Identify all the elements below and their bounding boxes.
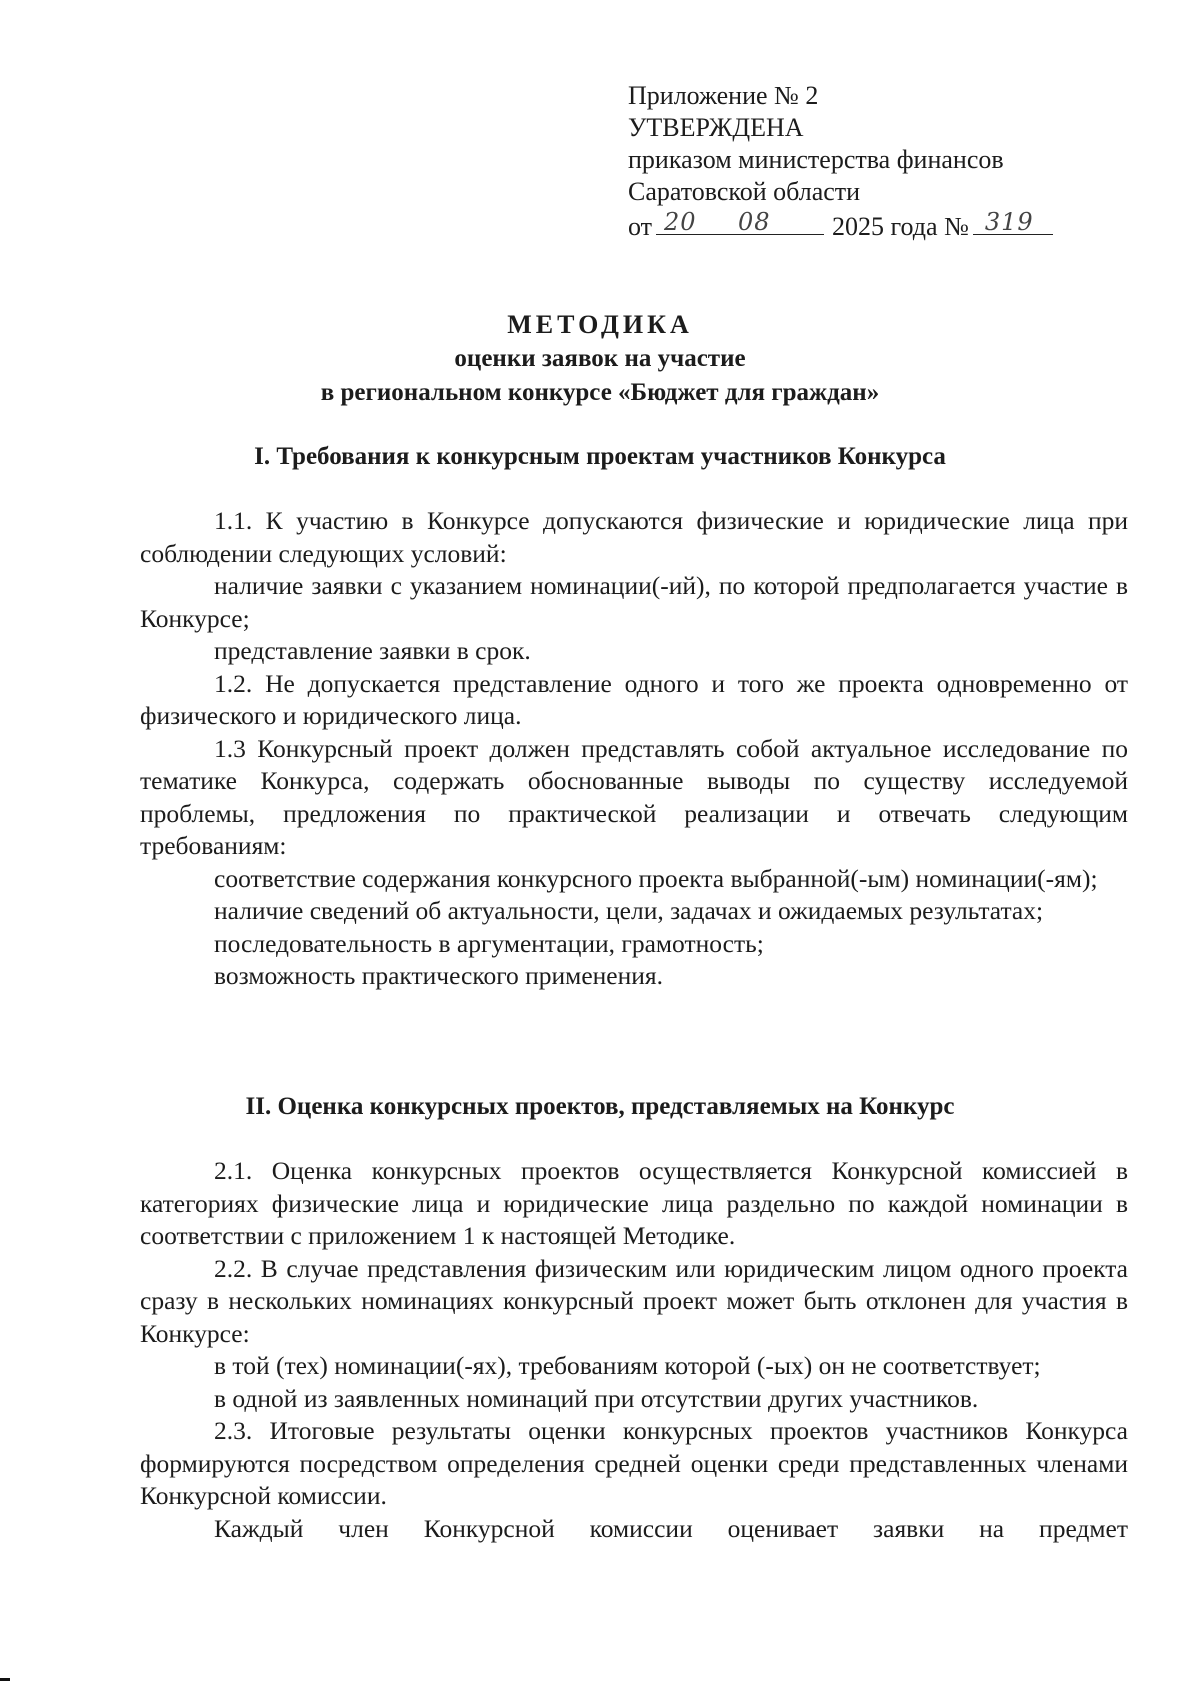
paragraph: Каждый член Конкурсной комиссии оценивает заявки на предмет (214, 1513, 1128, 1543)
paragraph: наличие заявки с указанием номинации(-ий), по которой предполагается участие в Конкурсе; (140, 571, 1128, 633)
section-1-body (140, 505, 1128, 993)
document-title (0, 308, 1200, 410)
handwritten-month: 08 (738, 208, 771, 236)
paragraph: в одной из заявленных номинаций при отсутствии других участников. (214, 1383, 979, 1413)
handwritten-order-number: 319 (984, 208, 1034, 236)
paragraph: в той (тех) номинации(-ях), требованиям которой (-ых) он не соответствует; (214, 1351, 1041, 1380)
paragraph: 2.3. Итоговые результаты оценки конкурсных проектов участников Конкурса формируются посредством определения средней оценки среди представленных членами Конкурсной комиссии. (140, 1416, 1128, 1510)
paragraph: представление заявки в срок. (214, 636, 531, 665)
paragraph: 1.3 Конкурсный проект должен представлять собой актуальное исследование по тематике Конкурса, содержать обоснованные выводы по существу исследуемой проблемы, предложения по практической реализации и отвечать следующим требованиям: (140, 733, 1128, 860)
order-issuer: приказом министерства финансов (628, 145, 1004, 174)
approved-label: УТВЕРЖДЕНА (628, 113, 804, 142)
order-number-field (973, 208, 1053, 235)
date-prefix: от (628, 212, 653, 241)
year-and-number-label: 2025 года № (832, 212, 969, 241)
paragraph: 2.2. В случае представления физическим или юридическим лицом одного проекта сразу в нескольких номинациях конкурсный проект может быть отклонен для участия в Конкурсе: (140, 1253, 1128, 1348)
paragraph: 1.2. Не допускается представление одного и того же проекта одновременно от физического и юридического лица. (140, 668, 1128, 730)
paragraph: соответствие содержания конкурсного проекта выбранной(-ым) номинации(-ям); (214, 863, 1098, 893)
title-main: МЕТОДИКА (507, 310, 693, 339)
section-2-heading: II. Оценка конкурсных проектов, представляемых на Конкурс (245, 1093, 955, 1120)
date-field (656, 208, 824, 235)
handwritten-day: 20 (664, 208, 697, 236)
title-subtitle-1: оценки заявок на участие (454, 345, 746, 372)
order-date-line (628, 208, 1057, 243)
paragraph: 2.1. Оценка конкурсных проектов осуществляется Конкурсной комиссией в категориях физические лица и юридические лица раздельно по каждой номинации в соответствии с приложением 1 к настоящей Методике. (140, 1156, 1128, 1250)
paragraph: наличие сведений об актуальности, цели, задачах и ожидаемых результатах; (214, 896, 1044, 925)
scan-artifact (0, 1678, 10, 1681)
section-1-heading: I. Требования к конкурсным проектам участников Конкурса (254, 443, 946, 470)
region-name: Саратовской области (628, 177, 861, 206)
title-subtitle-2: в региональном конкурсе «Бюджет для граждан» (320, 379, 880, 406)
paragraph: возможность практического применения. (214, 961, 664, 990)
approval-block (628, 80, 1057, 243)
paragraph: 1.1. К участию в Конкурсе допускаются физические и юридические лица при соблюдении следующих условий: (140, 506, 1128, 568)
section-2-body (140, 1155, 1128, 1545)
paragraph: последовательность в аргументации, грамотность; (214, 928, 764, 958)
appendix-number: Приложение № 2 (628, 81, 819, 110)
